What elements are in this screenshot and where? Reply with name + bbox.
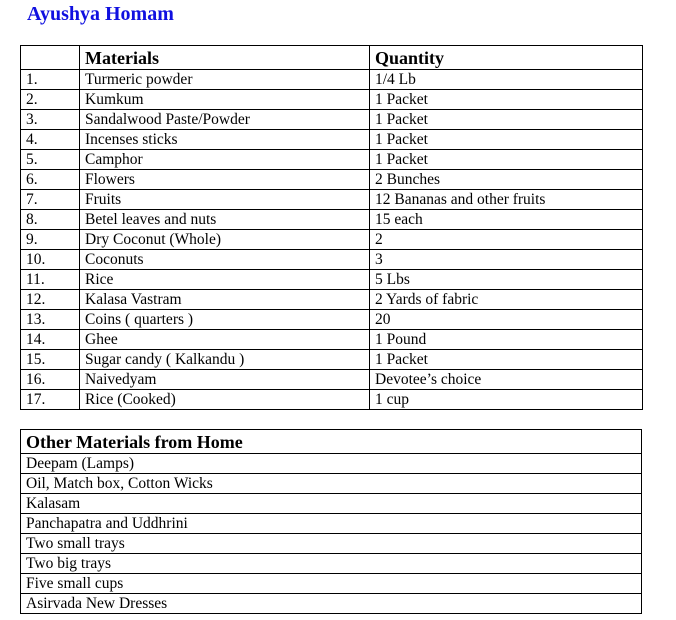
materials-header-row [21,46,643,70]
list-item [21,494,642,514]
row-quantity: 2 Yards of fabric [370,290,643,310]
table-row [21,270,643,290]
row-number: 15. [21,350,80,370]
list-item [21,554,642,574]
row-material: Flowers [80,170,370,190]
row-quantity: 2 [370,230,643,250]
header-quantity: Quantity [370,46,643,70]
row-material: Coins ( quarters ) [80,310,370,330]
table-row [21,390,643,410]
table-row [21,90,643,110]
home-item: Panchapatra and Uddhrini [21,514,642,534]
row-number: 17. [21,390,80,410]
home-item: Two big trays [21,554,642,574]
row-material: Sandalwood Paste/Powder [80,110,370,130]
row-material: Turmeric powder [80,70,370,90]
header-other-materials: Other Materials from Home [21,430,642,454]
row-number: 3. [21,110,80,130]
row-material: Kumkum [80,90,370,110]
home-materials-table [20,429,642,614]
row-material: Rice (Cooked) [80,390,370,410]
row-material: Coconuts [80,250,370,270]
row-number: 12. [21,290,80,310]
row-number: 2. [21,90,80,110]
row-quantity: 3 [370,250,643,270]
row-number: 8. [21,210,80,230]
table-row [21,150,643,170]
table-row [21,230,643,250]
header-materials: Materials [80,46,370,70]
table-row [21,190,643,210]
row-number: 6. [21,170,80,190]
list-item [21,514,642,534]
row-number: 13. [21,310,80,330]
table-row [21,310,643,330]
row-quantity: 1 Packet [370,150,643,170]
header-number [21,46,80,70]
row-quantity: 2 Bunches [370,170,643,190]
table-row [21,370,643,390]
row-number: 10. [21,250,80,270]
row-material: Ghee [80,330,370,350]
page-title: Ayushya Homam [27,3,174,25]
home-item: Asirvada New Dresses [21,594,642,614]
table-row [21,110,643,130]
row-number: 1. [21,70,80,90]
home-item: Five small cups [21,574,642,594]
row-quantity: 1/4 Lb [370,70,643,90]
row-material: Sugar candy ( Kalkandu ) [80,350,370,370]
row-number: 14. [21,330,80,350]
row-quantity: 1 Pound [370,330,643,350]
home-item: Oil, Match box, Cotton Wicks [21,474,642,494]
list-item [21,574,642,594]
home-header-row [21,430,642,454]
table-row [21,210,643,230]
table-row [21,70,643,90]
home-item: Deepam (Lamps) [21,454,642,474]
table-row [21,170,643,190]
table-row [21,290,643,310]
row-material: Fruits [80,190,370,210]
row-material: Camphor [80,150,370,170]
row-number: 4. [21,130,80,150]
table-row [21,250,643,270]
table-row [21,330,643,350]
row-material: Kalasa Vastram [80,290,370,310]
row-material: Incenses sticks [80,130,370,150]
row-quantity: 15 each [370,210,643,230]
row-quantity: 5 Lbs [370,270,643,290]
row-quantity: 20 [370,310,643,330]
row-quantity: 1 Packet [370,90,643,110]
row-material: Rice [80,270,370,290]
list-item [21,534,642,554]
row-number: 16. [21,370,80,390]
list-item [21,474,642,494]
home-item: Two small trays [21,534,642,554]
table-row [21,130,643,150]
row-quantity: 1 Packet [370,350,643,370]
list-item [21,454,642,474]
row-number: 9. [21,230,80,250]
table-row [21,350,643,370]
row-quantity: 1 Packet [370,110,643,130]
row-number: 5. [21,150,80,170]
row-quantity: Devotee’s choice [370,370,643,390]
row-number: 11. [21,270,80,290]
list-item [21,594,642,614]
row-quantity: 12 Bananas and other fruits [370,190,643,210]
row-quantity: 1 cup [370,390,643,410]
row-quantity: 1 Packet [370,130,643,150]
row-material: Dry Coconut (Whole) [80,230,370,250]
materials-table [20,45,643,410]
home-item: Kalasam [21,494,642,514]
row-material: Betel leaves and nuts [80,210,370,230]
row-number: 7. [21,190,80,210]
row-material: Naivedyam [80,370,370,390]
